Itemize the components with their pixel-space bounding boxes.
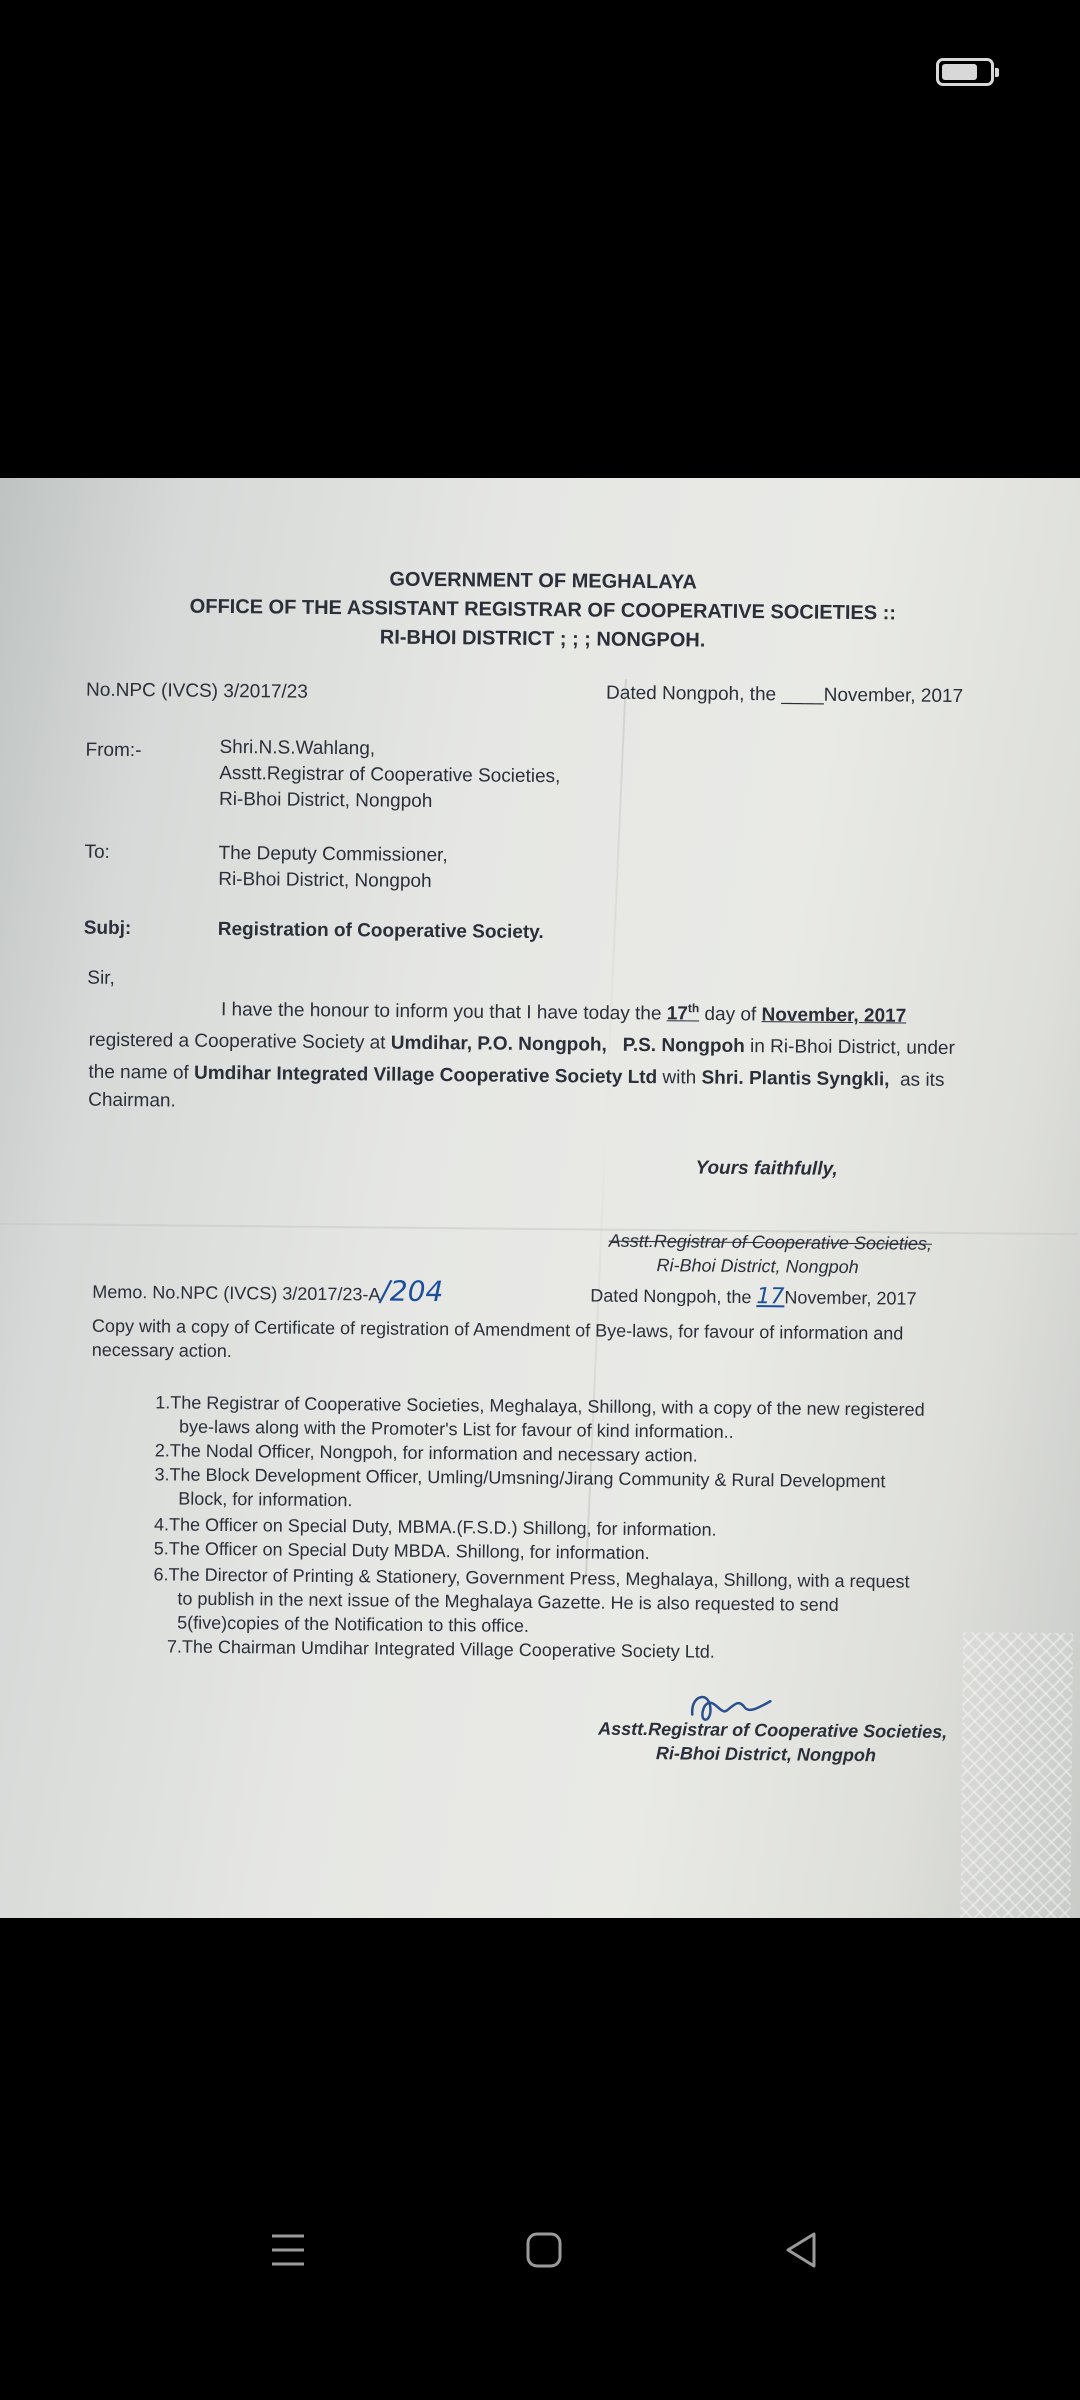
from-line: Ri-Bhoi District, Nongpoh	[218, 788, 433, 812]
distribution-item: 6.The Director of Printing & Stationery, Government Press, Meghalaya, Shillong, with a request	[153, 1564, 910, 1592]
body-line-2: registered a Cooperative Society at Umdihar, P.O. Nongpoh, P.S. Nongpoh in Ri-Bhoi District, under	[88, 1029, 955, 1059]
memo-dated: Dated Nongpoh, the 17November, 2017	[590, 1284, 917, 1310]
recents-button[interactable]	[228, 2190, 348, 2310]
salutation: Sir,	[87, 967, 115, 989]
subject-text: Registration of Cooperative Society.	[217, 918, 544, 944]
distribution-item: to publish in the next issue of the Meghalaya Gazette. He is also requested to send	[177, 1588, 839, 1615]
body-line-3: the name of Umdihar Integrated Village Cooperative Society Ltd with Shri. Plantis Syngkli, as its	[88, 1061, 945, 1091]
photo-viewer[interactable]	[0, 478, 1080, 1918]
paper-fold	[585, 679, 627, 1578]
signature-title: Asstt.Registrar of Cooperative Societies,	[608, 1230, 933, 1254]
handwritten-day: 17	[756, 1284, 785, 1310]
back-button[interactable]	[742, 2190, 862, 2310]
distribution-item: 3.The Block Development Officer, Umling/Umsning/Jirang Community & Rural Development	[154, 1464, 886, 1492]
header-line-2: OFFICE OF THE ASSISTANT REGISTRAR OF COOPERATIVE SOCIETIES ::	[189, 595, 897, 625]
home-button[interactable]	[484, 2190, 604, 2310]
subject-label: Subj:	[83, 917, 132, 940]
body-line-4: Chairman.	[88, 1089, 176, 1112]
to-line: The Deputy Commissioner,	[218, 842, 448, 867]
closing: Yours faithfully,	[695, 1157, 838, 1180]
home-icon	[522, 2228, 566, 2272]
signature-district: Ri-Bhoi District, Nongpoh	[655, 1743, 876, 1766]
copy-note: necessary action.	[91, 1339, 232, 1362]
reference-number: No.NPC (IVCS) 3/2017/23	[85, 679, 308, 703]
distribution-item: bye-laws along with the Promoter's List for favour of kind information..	[178, 1416, 734, 1442]
from-line: Asstt.Registrar of Cooperative Societies,	[219, 762, 561, 788]
document-page	[0, 478, 1080, 1918]
battery-level	[942, 64, 977, 80]
body-line-1: I have the honour to inform you that I have today the 17th day of November, 2017	[220, 999, 907, 1027]
distribution-item: Block, for information.	[178, 1488, 353, 1511]
to-label: To:	[84, 841, 110, 863]
copy-note: Copy with a copy of Certificate of registration of Amendment of Bye-laws, for favour of information and	[91, 1315, 904, 1344]
memo-number: Memo. No.NPC (IVCS) 3/2017/23-A/204	[92, 1274, 444, 1309]
signature-district: Ri-Bhoi District, Nongpoh	[656, 1255, 859, 1278]
from-label: From:-	[85, 739, 142, 762]
navigation-bar	[0, 2190, 1080, 2400]
distribution-item: 5.The Officer on Special Duty MBDA. Shillong, for information.	[153, 1538, 650, 1564]
dated-line: Dated Nongpoh, the ____November, 2017	[605, 682, 964, 708]
header-line-3: RI-BHOI DISTRICT ; ; ; NONGPOH.	[379, 626, 706, 652]
distribution-item: 5(five)copies of the Notification to this office.	[177, 1612, 530, 1636]
battery-icon	[936, 58, 994, 86]
distribution-item: 4.The Officer on Special Duty, MBMA.(F.S.D.) Shillong, for information.	[153, 1514, 717, 1540]
back-icon	[780, 2228, 824, 2272]
from-line: Shri.N.S.Wahlang,	[219, 736, 376, 760]
signature-title: Asstt.Registrar of Cooperative Societies,	[598, 1718, 948, 1742]
recents-icon	[266, 2228, 310, 2272]
distribution-item: 1.The Registrar of Cooperative Societies, Meghalaya, Shillong, with a copy of the new registered	[155, 1392, 925, 1420]
to-line: Ri-Bhoi District, Nongpoh	[218, 868, 432, 892]
lace-fabric	[960, 1632, 1073, 1918]
distribution-item: 7.The Chairman Umdihar Integrated Village Cooperative Society Ltd.	[166, 1636, 715, 1662]
distribution-item: 2.The Nodal Officer, Nongpoh, for information and necessary action.	[154, 1440, 698, 1466]
handwritten-memo-number: /204	[380, 1274, 444, 1309]
header-line-1: GOVERNMENT OF MEGHALAYA	[389, 568, 697, 594]
